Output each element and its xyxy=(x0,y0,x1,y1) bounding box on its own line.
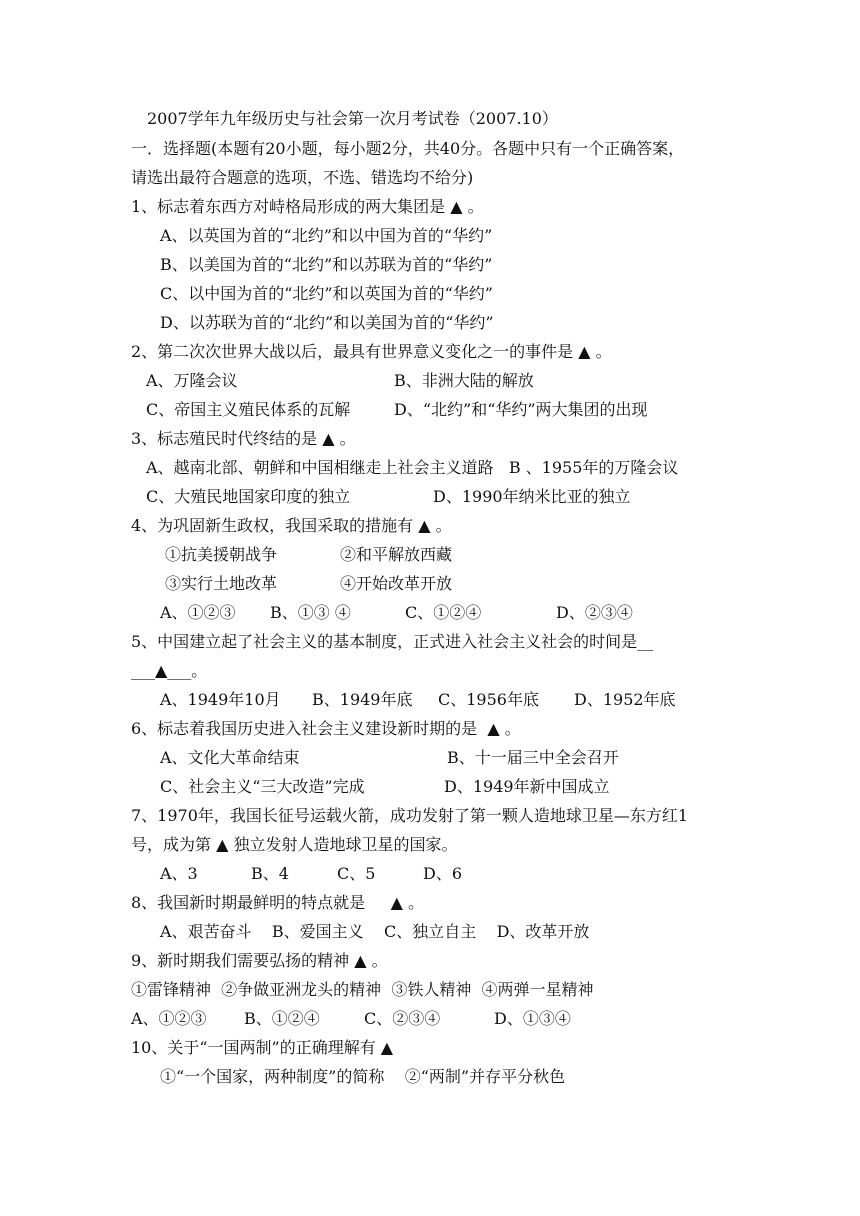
question-7-option-c: C、5 xyxy=(337,864,376,883)
question-1-option-c: C、以中国为首的“北约”和以英国为首的“华约” xyxy=(160,284,493,303)
question-2-option-b: B、非洲大陆的解放 xyxy=(394,371,534,390)
question-4-item-2: ②和平解放西藏 xyxy=(340,545,453,564)
question-4-item-1: ①抗美援朝战争 xyxy=(165,545,278,564)
question-5-option-a: A、1949年10月 xyxy=(160,690,281,709)
question-6-option-b: B、十一届三中全会召开 xyxy=(447,748,619,767)
question-2: 2、第二次次世界大战以后，最具有世界意义变化之一的事件是 ▲ 。 xyxy=(131,342,612,361)
question-9-option-b: B、①②④ xyxy=(244,1009,320,1028)
question-4-option-c: C、①②④ xyxy=(405,603,482,622)
question-10: 10、关于“一国两制”的正确理解有 ▲ xyxy=(131,1038,399,1057)
question-3-options-ab: A、越南北部、朝鲜和中国相继走上社会主义道路 B 、1955年的万隆会议 xyxy=(146,458,679,477)
question-7-option-b: B、4 xyxy=(251,864,289,883)
question-4: 4、为巩固新生政权，我国采取的措施有 ▲ 。 xyxy=(131,516,452,535)
question-7-option-d: D、6 xyxy=(423,864,463,883)
question-10-items: ①“一个国家，两种制度”的简称 ②“两制”并存平分秋色 xyxy=(160,1067,566,1086)
question-5-option-c: C、1956年底 xyxy=(438,690,539,709)
question-5-option-b: B、1949年底 xyxy=(312,690,413,709)
question-1-option-b: B、以美国为首的“北约”和以苏联为首的“华约” xyxy=(160,255,493,274)
question-1-option-a: A、以英国为首的“北约”和以中国为首的“华约” xyxy=(160,226,493,245)
question-5: 5、中国建立起了社会主义的基本制度，正式进入社会主义社会的时间是__ xyxy=(131,632,654,651)
question-3: 3、标志殖民时代终结的是 ▲ 。 xyxy=(131,429,356,448)
question-6-option-c: C、社会主义“三大改造”完成 xyxy=(160,777,365,796)
question-4-item-4: ④开始改革开放 xyxy=(340,574,453,593)
question-9: 9、新时期我们需要弘扬的精神 ▲ 。 xyxy=(131,951,388,970)
question-3-option-c: C、大殖民地国家印度的独立 xyxy=(146,487,351,506)
question-5-option-d: D、1952年底 xyxy=(574,690,676,709)
question-9-option-c: C、②③④ xyxy=(364,1009,441,1028)
question-2-option-d: D、“北约”和“华约”两大集团的出现 xyxy=(394,400,648,419)
question-8-options: A、艰苦奋斗 B、爱国主义 C、独立自主 D、改革开放 xyxy=(160,922,590,941)
question-4-option-a: A、①②③ xyxy=(160,603,236,622)
section-heading-line-1: 一．选择题(本题有20小题，每小题2分，共40分。各题中只有一个正确答案， xyxy=(131,139,685,158)
question-6-option-a: A、文化大革命结束 xyxy=(160,748,300,767)
question-2-option-c: C、帝国主义殖民体系的瓦解 xyxy=(146,400,351,419)
question-8: 8、我国新时期最鲜明的特点就是 ▲ 。 xyxy=(131,893,425,912)
question-9-items: ①雷锋精神 ②争做亚洲龙头的精神 ③铁人精神 ④两弹一星精神 xyxy=(131,980,594,999)
question-6: 6、标志着我国历史进入社会主义建设新时期的是 ▲ 。 xyxy=(131,719,521,738)
question-5-continued: ___▲___。 xyxy=(131,661,208,680)
question-2-option-a: A、万隆会议 xyxy=(146,371,238,390)
question-3-option-d: D、1990年纳米比亚的独立 xyxy=(433,487,631,506)
question-1: 1、标志着东西方对峙格局形成的两大集团是 ▲ 。 xyxy=(131,197,484,216)
question-4-option-d: D、②③④ xyxy=(556,603,633,622)
question-9-option-d: D、①③④ xyxy=(494,1009,571,1028)
question-4-item-3: ③实行土地改革 xyxy=(165,574,278,593)
exam-title: 2007学年九年级历史与社会第一次月考试卷（2007.10） xyxy=(147,109,558,128)
question-1-option-d: D、以苏联为首的“北约”和以美国为首的“华约” xyxy=(160,313,494,332)
question-4-option-b: B、①③ ④ xyxy=(270,603,351,622)
question-9-option-a: A、①②③ xyxy=(131,1009,207,1028)
question-7: 7、1970年，我国长征号运载火箭，成功发射了第一颗人造地球卫星—东方红1 xyxy=(131,806,689,825)
section-heading-line-2: 请选出最符合题意的选项，不选、错选均不给分) xyxy=(131,168,474,187)
question-7-continued: 号，成为第 ▲ 独立发射人造地球卫星的国家。 xyxy=(131,835,458,854)
question-6-option-d: D、1949年新中国成立 xyxy=(444,777,610,796)
question-7-option-a: A、3 xyxy=(160,864,198,883)
